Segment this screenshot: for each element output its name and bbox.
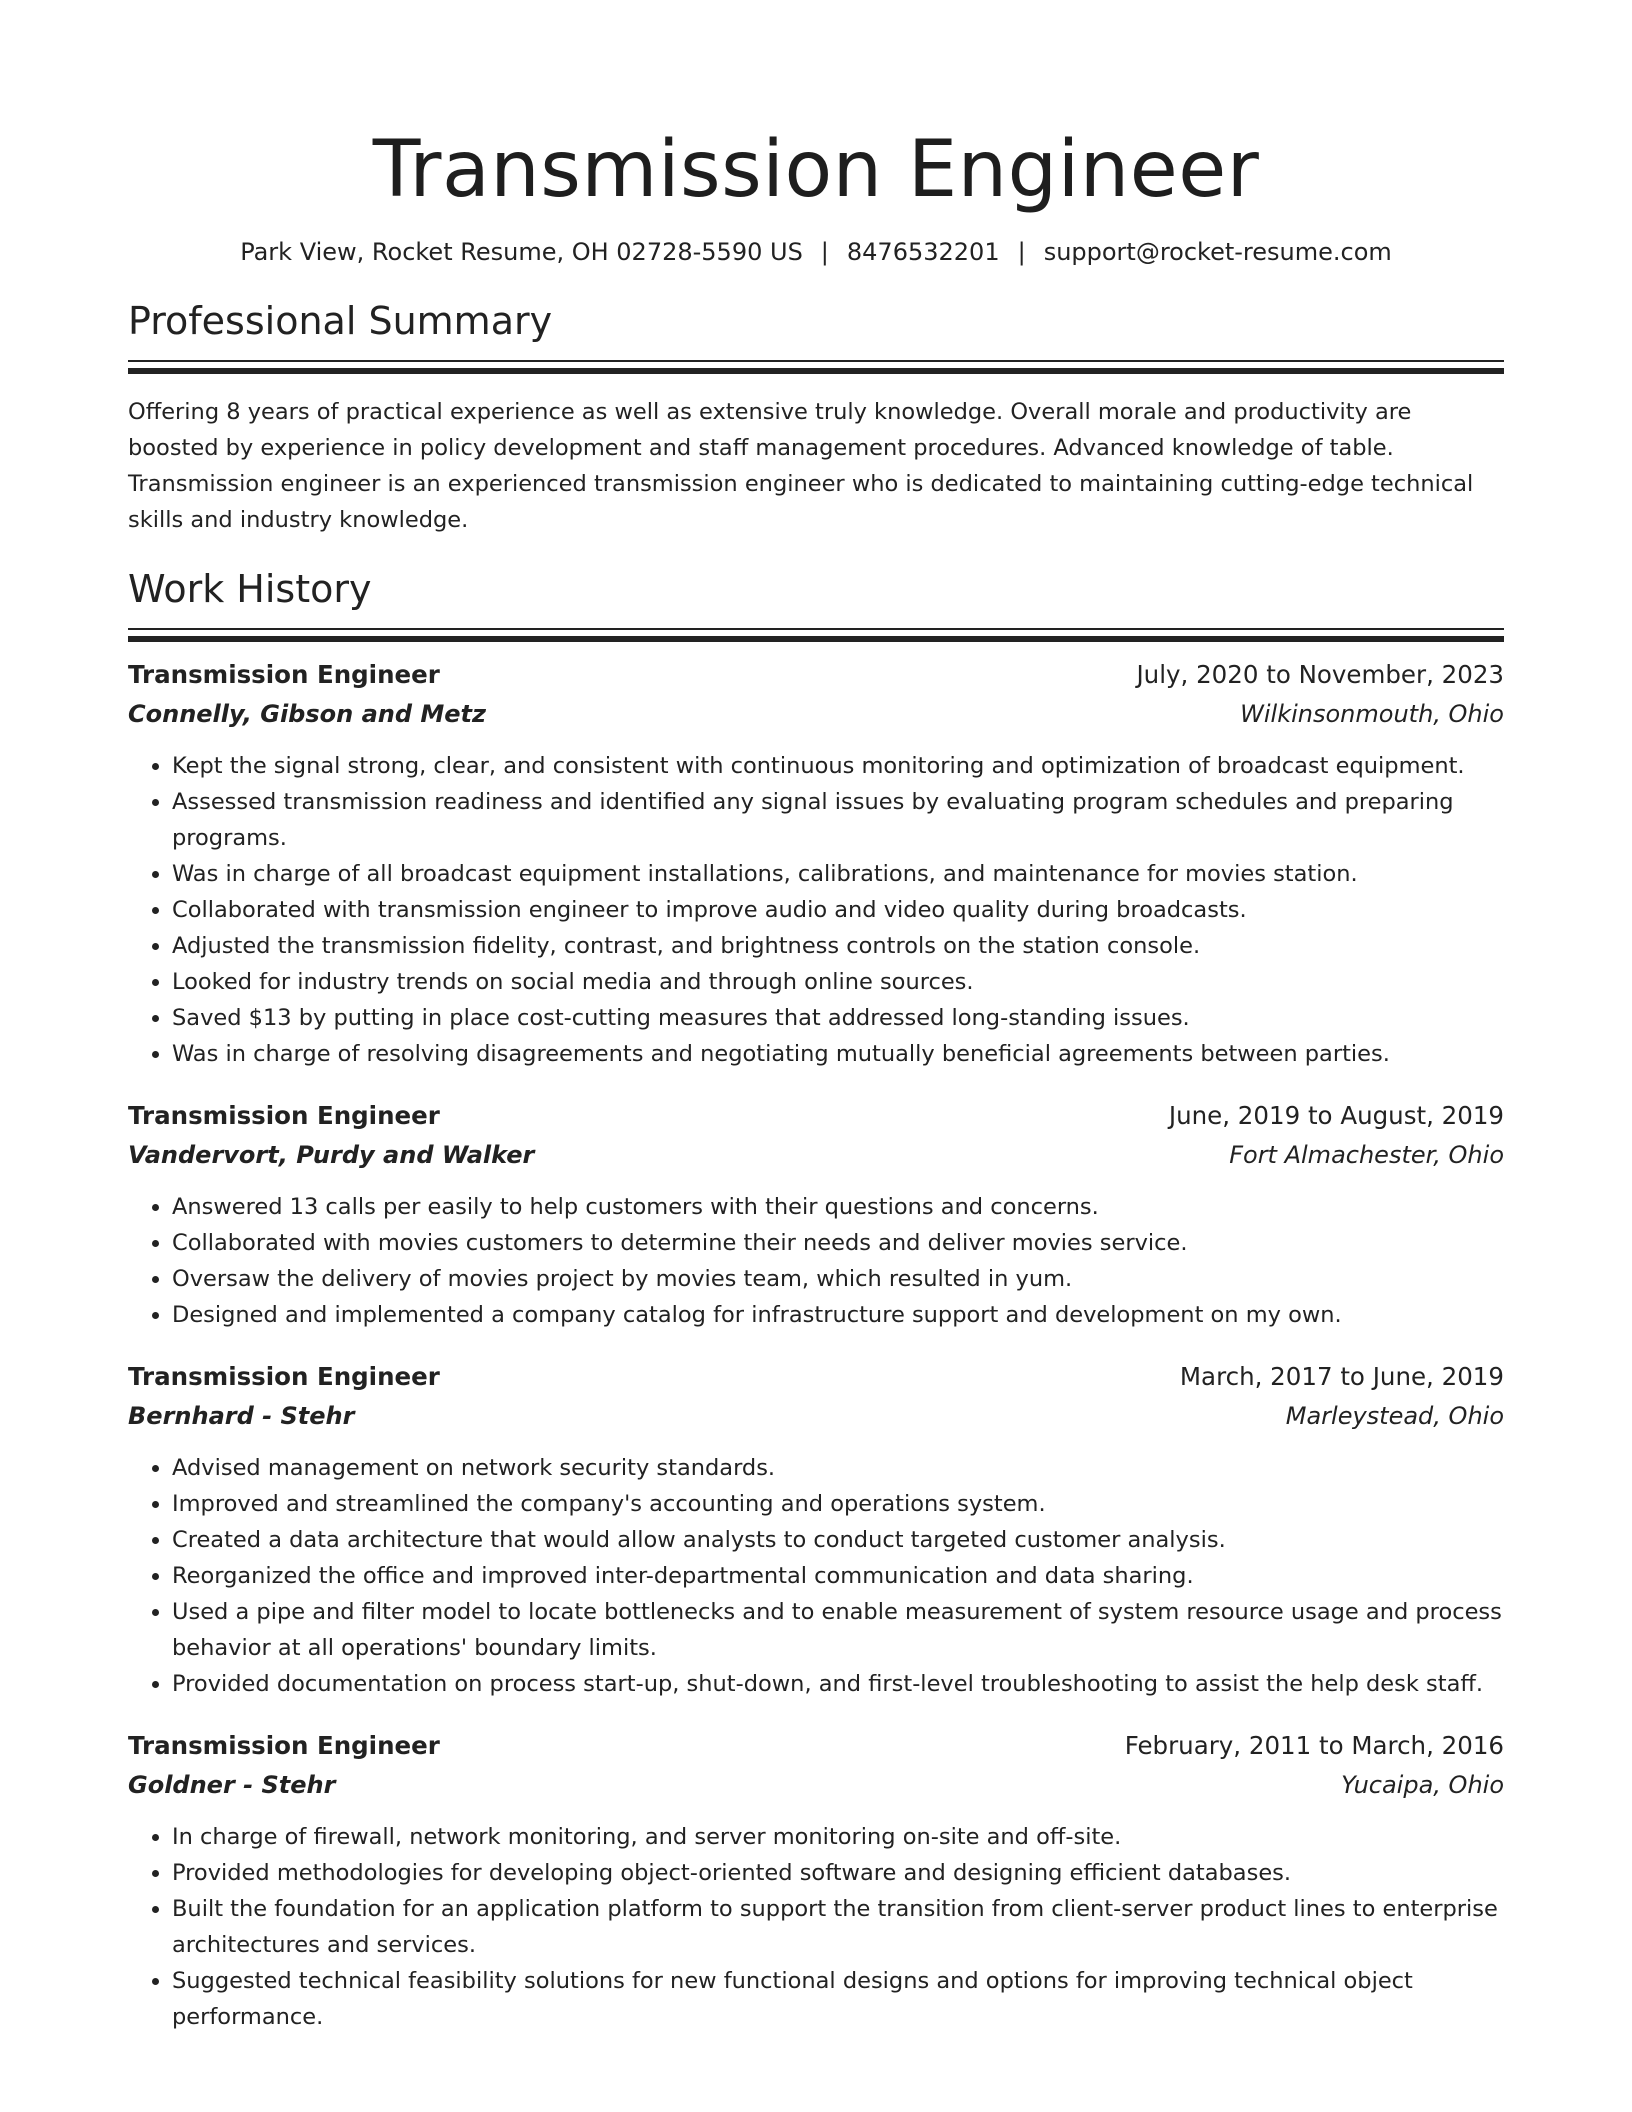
job-title: Transmission Engineer: [128, 1101, 440, 1130]
job-header: [128, 657, 1504, 693]
section-divider-thin: [128, 360, 1504, 362]
job-bullet: • Provided methodologies for developing object-oriented software and designing efficient databases.: [172, 1855, 1504, 1891]
job-subheader: [128, 1398, 1504, 1434]
section-divider-thick: [128, 636, 1504, 642]
job-entry: [128, 1359, 1504, 1702]
job-dates: March, 2017 to June, 2019: [1179, 1362, 1504, 1391]
job-title: Transmission Engineer: [128, 1731, 440, 1760]
job-bullet: • In charge of firewall, network monitoring, and server monitoring on-site and off-site.: [172, 1819, 1504, 1855]
job-company: Bernhard - Stehr: [128, 1402, 355, 1430]
job-header: [128, 1098, 1504, 1134]
summary-heading: Professional Summary: [128, 299, 553, 343]
job-header: [128, 1728, 1504, 1764]
contact-separator: |: [1017, 238, 1026, 266]
contact-line: [128, 234, 1504, 270]
candidate-name: Transmission Engineer: [372, 125, 1260, 215]
work-history-section: [128, 566, 1504, 2035]
job-bullet: • Assessed transmission readiness and identified any signal issues by evaluating program schedules and preparing programs.: [172, 784, 1504, 856]
job-bullet: • Collaborated with transmission engineer to improve audio and video quality during broadcasts.: [172, 892, 1504, 928]
job-subheader: [128, 1137, 1504, 1173]
job-dates: February, 2011 to March, 2016: [1124, 1731, 1504, 1760]
job-entry: [128, 1728, 1504, 2035]
contact-email: support@rocket-resume.com: [1043, 238, 1392, 266]
job-company: Goldner - Stehr: [128, 1771, 336, 1799]
contact-phone: 8476532201: [846, 238, 1000, 266]
job-bullet: • Provided documentation on process start-up, shut-down, and first-level troubleshooting to assist the help desk staff.: [172, 1666, 1504, 1702]
job-bullet: • Was in charge of all broadcast equipment installations, calibrations, and maintenance for movies station.: [172, 856, 1504, 892]
job-location: Yucaipa, Ohio: [1341, 1771, 1504, 1799]
section-divider-thin: [128, 628, 1504, 630]
work-history-heading: Work History: [128, 567, 372, 611]
job-bullet: • Built the foundation for an application platform to support the transition from client-server product lines to enterprise architectures and services.: [172, 1891, 1504, 1963]
job-bullets: [128, 1819, 1504, 2035]
job-bullet: • Answered 13 calls per easily to help customers with their questions and concerns.: [172, 1189, 1504, 1225]
job-bullet: • Was in charge of resolving disagreements and negotiating mutually beneficial agreements between parties.: [172, 1036, 1504, 1072]
job-entry: [128, 1098, 1504, 1333]
job-bullets: [128, 1189, 1504, 1333]
job-company: Vandervort, Purdy and Walker: [128, 1141, 535, 1169]
job-location: Wilkinsonmouth, Ohio: [1240, 700, 1504, 728]
job-dates: June, 2019 to August, 2019: [1168, 1101, 1504, 1130]
job-header: [128, 1359, 1504, 1395]
job-company: Connelly, Gibson and Metz: [128, 700, 486, 728]
resume-page: [128, 0, 1504, 2035]
summary-section: [128, 298, 1504, 538]
job-bullet: • Reorganized the office and improved inter-departmental communication and data sharing.: [172, 1558, 1504, 1594]
job-bullet: • Advised management on network security standards.: [172, 1450, 1504, 1486]
job-dates: July, 2020 to November, 2023: [1136, 660, 1504, 689]
job-bullet: • Designed and implemented a company catalog for infrastructure support and development on my own.: [172, 1297, 1504, 1333]
job-location: Marleystead, Ohio: [1285, 1402, 1504, 1430]
job-bullet: • Oversaw the delivery of movies project by movies team, which resulted in yum.: [172, 1261, 1504, 1297]
contact-separator: |: [820, 238, 829, 266]
job-bullet: • Created a data architecture that would allow analysts to conduct targeted customer analysis.: [172, 1522, 1504, 1558]
job-subheader: [128, 1767, 1504, 1803]
job-bullet: • Saved $13 by putting in place cost-cutting measures that addressed long-standing issues.: [172, 1000, 1504, 1036]
job-bullet: • Collaborated with movies customers to determine their needs and deliver movies service.: [172, 1225, 1504, 1261]
job-title: Transmission Engineer: [128, 660, 440, 689]
section-divider-thick: [128, 368, 1504, 374]
job-bullet: • Kept the signal strong, clear, and consistent with continuous monitoring and optimization of broadcast equipment.: [172, 748, 1504, 784]
job-bullet: • Adjusted the transmission fidelity, contrast, and brightness controls on the station console.: [172, 928, 1504, 964]
job-subheader: [128, 696, 1504, 732]
job-title: Transmission Engineer: [128, 1362, 440, 1391]
job-entry: [128, 657, 1504, 1072]
job-bullet: • Suggested technical feasibility solutions for new functional designs and options for improving technical object performance.: [172, 1963, 1504, 2035]
job-bullets: [128, 748, 1504, 1072]
contact-address: Park View, Rocket Resume, OH 02728-5590 US: [240, 238, 803, 266]
job-bullets: [128, 1450, 1504, 1702]
job-bullet: • Used a pipe and filter model to locate bottlenecks and to enable measurement of system resource usage and process behavior at all operations' boundary limits.: [172, 1594, 1504, 1666]
job-bullet: • Looked for industry trends on social media and through online sources.: [172, 964, 1504, 1000]
job-bullet: • Improved and streamlined the company's accounting and operations system.: [172, 1486, 1504, 1522]
summary-text: Offering 8 years of practical experience as well as extensive truly knowledge. Overall morale and productivity are boosted by experience in policy development and staff management procedures. Advanced knowledge of table. Transmission engineer is an experienced transmission engineer who is dedicated to maintaining cutting-edge technical skills and industry knowledge.: [128, 399, 1474, 533]
job-location: Fort Almachester, Ohio: [1229, 1141, 1504, 1169]
